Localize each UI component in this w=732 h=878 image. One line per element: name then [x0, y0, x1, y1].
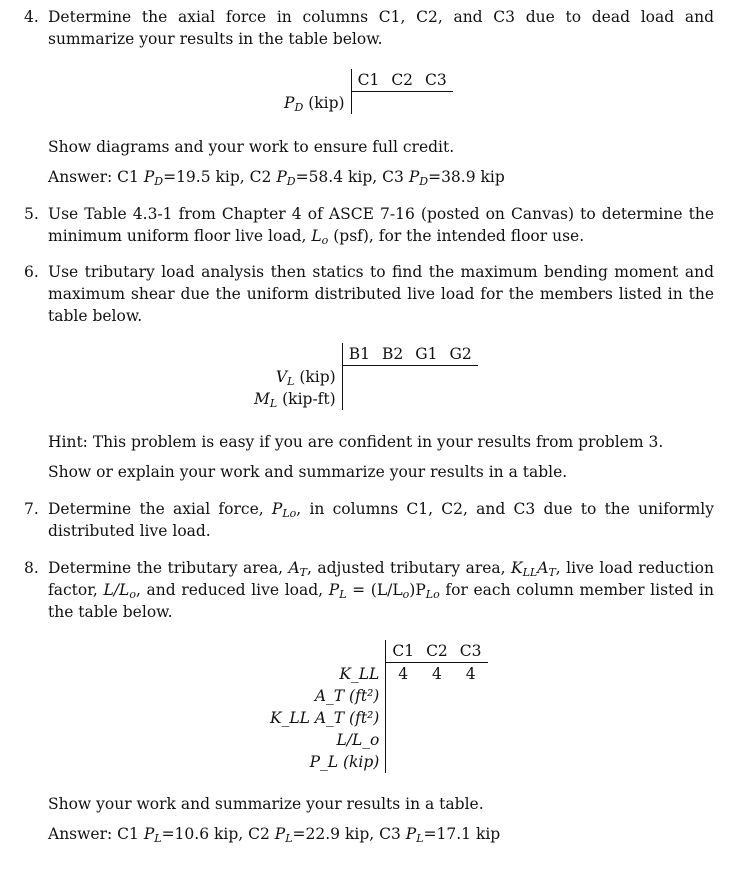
- answer-line: Answer: C1 $P_D=19.5$ kip, C2 $P_D=58.4$ kip, C3 $P_D=38.9$ kip: [48, 168, 505, 188]
- row-label: K_LL A_T (ft²): [264, 707, 386, 729]
- problem-text: Determine the axial force in columns C1, C2, and C3 due to dead load and summarize your results in the table below.: [48, 8, 714, 48]
- live-load-reduction-table: [264, 640, 488, 773]
- table-cell: 4: [431, 665, 442, 683]
- problem-number: 6.: [24, 263, 39, 281]
- answer-line: Answer: C1 $P_L=10.6$ kip, C2 $P_L=22.9$ kip, C3 $P_L=17.1$ kip: [48, 825, 501, 845]
- note: Show your work and summarize your results in a table.: [48, 795, 484, 813]
- problem-7: [24, 498, 714, 542]
- problem-number: 5.: [24, 205, 39, 223]
- column-header: C3: [454, 640, 488, 663]
- table-row: [264, 751, 488, 773]
- problem-5: [24, 203, 714, 247]
- row-label: $P_D$ (kip): [278, 92, 351, 115]
- table-cell: 4: [465, 665, 476, 683]
- table-row: [264, 729, 488, 751]
- row-label: L/L_o: [264, 729, 386, 751]
- column-header: C2: [420, 640, 454, 663]
- row-label: $M_L$ (kip-ft): [248, 388, 342, 410]
- table-row: [264, 685, 488, 707]
- problem-6: [24, 261, 714, 327]
- table-row: [264, 663, 488, 686]
- problem-number: 4.: [24, 8, 39, 26]
- live-load-member-table: [248, 343, 478, 410]
- column-header: C1: [386, 640, 420, 663]
- row-label: K_LL: [264, 663, 386, 686]
- problem-text: Determine the tributary area, $A_T$, adjusted tributary area, $K_{LL}A_T$, live load reduction factor, $L/L_o$, and reduced live load, $P_L = (L/L_o)P_{Lo}$ for each column member listed in the table below.: [48, 559, 714, 621]
- row-label: P_L (kip): [264, 751, 386, 773]
- problem-text: Use tributary load analysis then statics to find the maximum bending moment and maximum shear due the uniform distributed live load for the members listed in the table below.: [48, 263, 714, 325]
- problem-number: 7.: [24, 500, 39, 518]
- dead-load-table: [278, 69, 453, 114]
- column-header: C2: [385, 69, 419, 92]
- row-label: A_T (ft²): [264, 685, 386, 707]
- problem-text: Determine the axial force, $P_{Lo}$, in columns C1, C2, and C3 due to the uniformly distributed live load.: [48, 500, 714, 540]
- problem-8: [24, 557, 714, 623]
- column-header: B2: [376, 343, 409, 366]
- column-header: G2: [443, 343, 477, 366]
- note: Show or explain your work and summarize your results in a table.: [48, 463, 568, 481]
- problem-4: [24, 6, 714, 50]
- column-header: B1: [342, 343, 376, 366]
- hint: Hint: This problem is easy if you are confident in your results from problem 3.: [48, 433, 664, 451]
- problem-text: Use Table 4.3-1 from Chapter 4 of ASCE 7-16 (posted on Canvas) to determine the minimum uniform floor live load, $L_o$ (psf), for the intended floor use.: [48, 205, 714, 247]
- column-header: C3: [419, 69, 453, 92]
- table-cell: 4: [398, 665, 409, 683]
- column-header: G1: [409, 343, 443, 366]
- column-header: C1: [351, 69, 385, 92]
- note: Show diagrams and your work to ensure full credit.: [48, 138, 455, 156]
- problem-number: 8.: [24, 559, 39, 577]
- table-row: [264, 707, 488, 729]
- row-label: $V_L$ (kip): [248, 366, 342, 389]
